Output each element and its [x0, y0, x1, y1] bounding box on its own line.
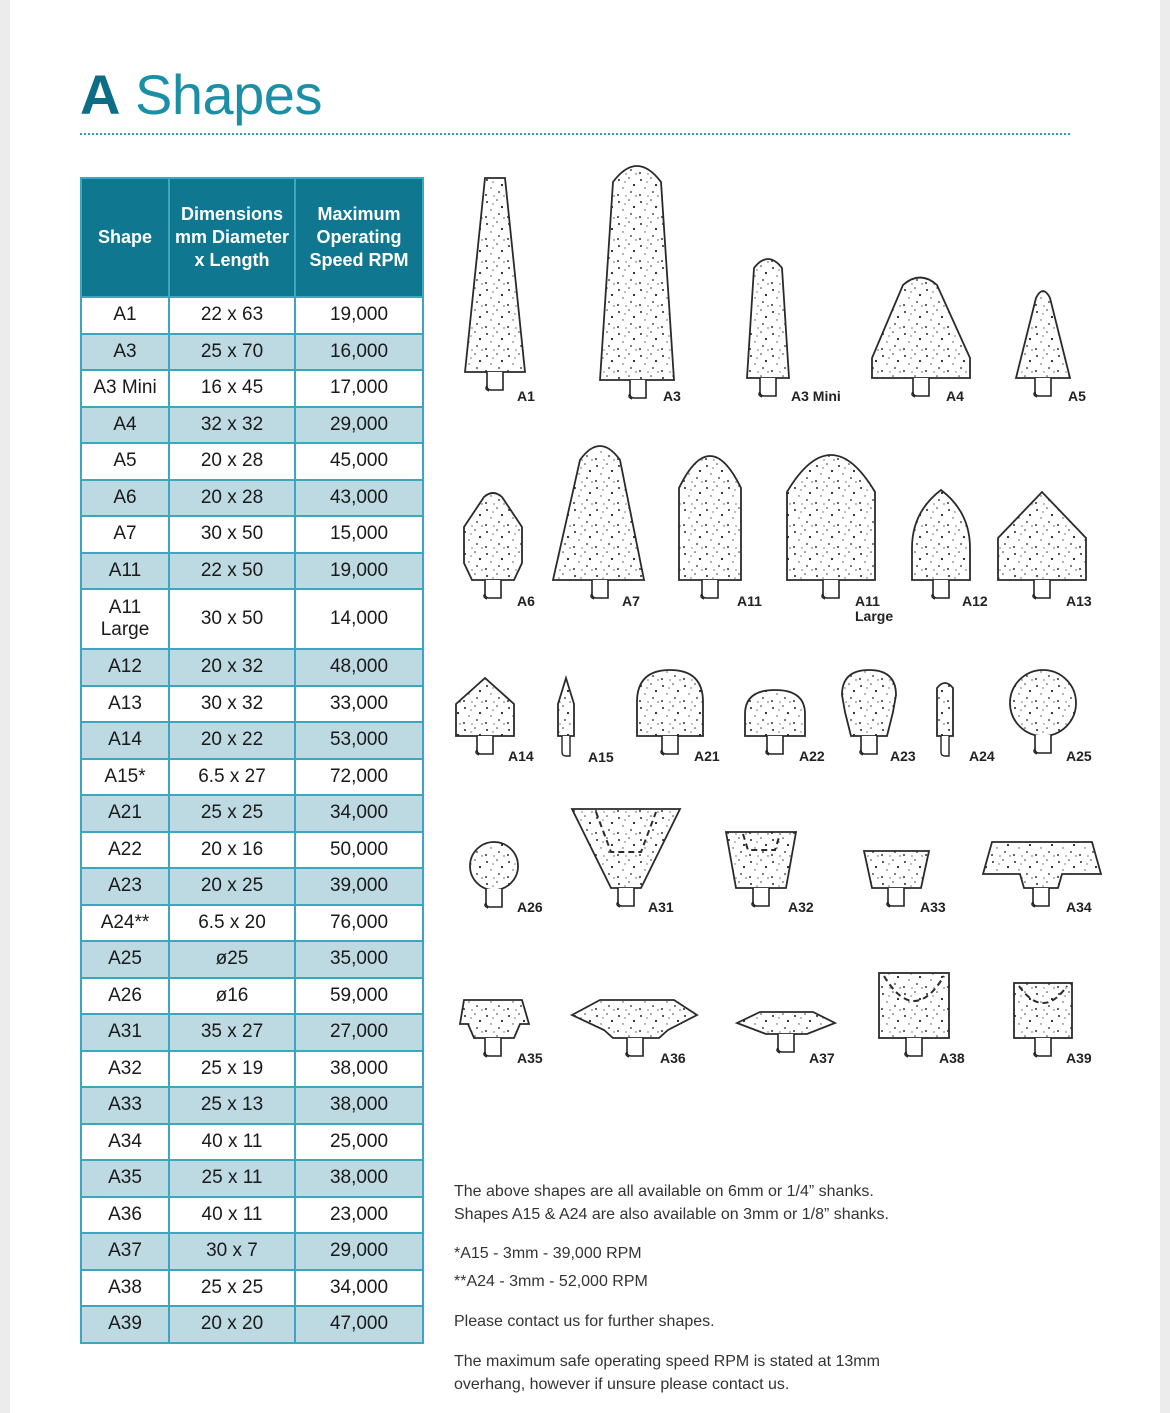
label-a6: A6 [517, 593, 535, 609]
cell-max-rpm: 16,000 [295, 334, 423, 371]
shape-a11-large-diagram [787, 455, 875, 599]
cell-max-rpm: 45,000 [295, 443, 423, 480]
label-a1: A1 [517, 388, 535, 404]
cell-max-rpm: 59,000 [295, 978, 423, 1015]
cell-max-rpm: 47,000 [295, 1306, 423, 1343]
label-a7: A7 [622, 593, 640, 609]
cell-dimensions: 40 x 11 [169, 1124, 295, 1161]
cell-dimensions: 6.5 x 27 [169, 759, 295, 796]
cell-max-rpm: 34,000 [295, 795, 423, 832]
shape-a34-diagram [983, 842, 1101, 907]
cell-dimensions: 25 x 11 [169, 1160, 295, 1197]
label-a13: A13 [1066, 593, 1092, 609]
shape-a23-diagram [842, 670, 896, 755]
cell-shape: A11 [81, 553, 169, 590]
cell-shape: A5 [81, 443, 169, 480]
cell-max-rpm: 15,000 [295, 516, 423, 553]
cell-dimensions: 20 x 20 [169, 1306, 295, 1343]
shape-a3-diagram [600, 166, 674, 399]
cell-max-rpm: 14,000 [295, 589, 423, 649]
cell-shape: A12 [81, 649, 169, 686]
cell-shape: A31 [81, 1014, 169, 1051]
shape-a13-diagram [998, 492, 1086, 599]
notes-block [454, 1180, 1014, 1396]
cell-shape: A3 Mini [81, 370, 169, 407]
cell-shape: A22 [81, 832, 169, 869]
cell-max-rpm: 33,000 [295, 686, 423, 723]
shape-a39-diagram [1014, 983, 1072, 1057]
shape-a3mini-diagram [747, 259, 789, 397]
shape-a25-diagram [1010, 670, 1076, 754]
cell-shape: A25 [81, 941, 169, 978]
shape-a22-diagram [745, 690, 805, 755]
cell-dimensions: 20 x 25 [169, 868, 295, 905]
cell-shape: A37 [81, 1233, 169, 1270]
shape-a38-diagram [879, 973, 949, 1057]
label-a36: A36 [660, 1050, 686, 1066]
header-shape: Shape [81, 178, 169, 297]
cell-shape: A23 [81, 868, 169, 905]
cell-max-rpm: 35,000 [295, 941, 423, 978]
cell-shape: A7 [81, 516, 169, 553]
label-a3: A3 [663, 388, 681, 404]
label-a35: A35 [517, 1050, 543, 1066]
shape-a35-diagram [460, 1000, 529, 1057]
label-a39: A39 [1066, 1050, 1092, 1066]
cell-max-rpm: 48,000 [295, 649, 423, 686]
label-a31: A31 [648, 899, 674, 915]
cell-dimensions: 30 x 50 [169, 516, 295, 553]
cell-dimensions: 16 x 45 [169, 370, 295, 407]
cell-max-rpm: 39,000 [295, 868, 423, 905]
cell-max-rpm: 34,000 [295, 1270, 423, 1307]
cell-dimensions: ø25 [169, 941, 295, 978]
label-a15: A15 [588, 749, 614, 765]
shape-a36-diagram [572, 1000, 697, 1057]
cell-dimensions: 40 x 11 [169, 1197, 295, 1234]
cell-dimensions: ø16 [169, 978, 295, 1015]
cell-dimensions: 32 x 32 [169, 407, 295, 444]
cell-dimensions: 20 x 16 [169, 832, 295, 869]
cell-max-rpm: 43,000 [295, 480, 423, 517]
cell-shape: A38 [81, 1270, 169, 1307]
note-contact: Please contact us for further shapes. [454, 1313, 715, 1330]
cell-max-rpm: 29,000 [295, 407, 423, 444]
cell-shape: A1 [81, 297, 169, 334]
label-a38: A38 [939, 1050, 965, 1066]
cell-max-rpm: 27,000 [295, 1014, 423, 1051]
cell-shape: A6 [81, 480, 169, 517]
label-a37: A37 [809, 1050, 835, 1066]
note-shank-sizes: The above shapes are all available on 6mm or 1/4” shanks. [454, 1183, 874, 1200]
shape-a1-diagram [465, 178, 525, 391]
cell-shape: A11 Large [81, 589, 169, 649]
shape-a24-diagram [937, 683, 953, 756]
cell-shape: A4 [81, 407, 169, 444]
cell-shape: A13 [81, 686, 169, 723]
cell-dimensions: 30 x 7 [169, 1233, 295, 1270]
cell-max-rpm: 19,000 [295, 553, 423, 590]
cell-shape: A33 [81, 1087, 169, 1124]
cell-dimensions: 25 x 19 [169, 1051, 295, 1088]
cell-max-rpm: 25,000 [295, 1124, 423, 1161]
label-a11-large-1: A11 [855, 593, 880, 609]
label-a21: A21 [694, 748, 720, 764]
cell-shape: A21 [81, 795, 169, 832]
label-a11: A11 [737, 593, 762, 609]
title-word: Shapes [135, 63, 322, 126]
cell-max-rpm: 76,000 [295, 905, 423, 942]
label-a5: A5 [1068, 388, 1086, 404]
cell-max-rpm: 17,000 [295, 370, 423, 407]
shape-a7-diagram [553, 446, 644, 599]
label-a23: A23 [890, 748, 916, 764]
shape-a31-diagram [572, 809, 680, 907]
label-a32: A32 [788, 899, 814, 915]
cell-dimensions: 20 x 32 [169, 649, 295, 686]
cell-shape: A3 [81, 334, 169, 371]
shape-a6-diagram [464, 493, 522, 599]
cell-dimensions: 30 x 50 [169, 589, 295, 649]
label-a11-large-2: Large [855, 608, 894, 624]
shape-a21-diagram [637, 670, 703, 755]
label-a22: A22 [799, 748, 825, 764]
cell-dimensions: 35 x 27 [169, 1014, 295, 1051]
cell-shape: A34 [81, 1124, 169, 1161]
shape-a15-diagram [558, 678, 574, 756]
cell-max-rpm: 38,000 [295, 1087, 423, 1124]
shape-a14-diagram [456, 678, 514, 755]
cell-dimensions: 20 x 22 [169, 722, 295, 759]
label-a12: A12 [962, 593, 988, 609]
header-max-speed-text: Maximum Operating Speed RPM [309, 204, 409, 270]
cell-max-rpm: 19,000 [295, 297, 423, 334]
note-safe-speed-2: overhang, however if unsure please contact us. [454, 1376, 790, 1393]
label-a3-mini: A3 Mini [791, 388, 841, 404]
cell-max-rpm: 38,000 [295, 1051, 423, 1088]
cell-shape: A26 [81, 978, 169, 1015]
cell-shape: A32 [81, 1051, 169, 1088]
cell-max-rpm: 50,000 [295, 832, 423, 869]
cell-dimensions: 25 x 70 [169, 334, 295, 371]
shape-a4-diagram [872, 278, 970, 398]
shape-a5-diagram [1016, 291, 1070, 397]
cell-shape: A39 [81, 1306, 169, 1343]
shape-a12-diagram [912, 490, 970, 599]
cell-dimensions: 6.5 x 20 [169, 905, 295, 942]
label-a4: A4 [946, 388, 964, 404]
header-dimensions-text: Dimensions mm Diameter x Length [174, 204, 290, 270]
cell-dimensions: 25 x 25 [169, 1270, 295, 1307]
note-a24-speed: **A24 - 3mm - 52,000 RPM [454, 1273, 648, 1290]
cell-dimensions: 25 x 13 [169, 1087, 295, 1124]
cell-shape: A15* [81, 759, 169, 796]
cell-max-rpm: 53,000 [295, 722, 423, 759]
cell-max-rpm: 72,000 [295, 759, 423, 796]
shape-a11-diagram [679, 456, 741, 599]
shape-a26-diagram [470, 842, 518, 908]
cell-shape: A24** [81, 905, 169, 942]
cell-max-rpm: 23,000 [295, 1197, 423, 1234]
title-letter: A [80, 63, 120, 126]
shape-a37-diagram [737, 1012, 835, 1053]
label-a14: A14 [508, 748, 534, 764]
cell-max-rpm: 29,000 [295, 1233, 423, 1270]
note-a15-speed: *A15 - 3mm - 39,000 RPM [454, 1245, 642, 1262]
note-safe-speed-1: The maximum safe operating speed RPM is stated at 13mm [454, 1353, 880, 1370]
cell-shape: A35 [81, 1160, 169, 1197]
shape-a32-diagram [726, 832, 796, 907]
cell-dimensions: 20 x 28 [169, 443, 295, 480]
cell-dimensions: 30 x 32 [169, 686, 295, 723]
label-a26: A26 [517, 899, 543, 915]
cell-dimensions: 22 x 63 [169, 297, 295, 334]
cell-shape: A14 [81, 722, 169, 759]
label-a34: A34 [1066, 899, 1092, 915]
cell-dimensions: 20 x 28 [169, 480, 295, 517]
cell-dimensions: 22 x 50 [169, 553, 295, 590]
cell-shape: A36 [81, 1197, 169, 1234]
cell-max-rpm: 38,000 [295, 1160, 423, 1197]
cell-dimensions: 25 x 25 [169, 795, 295, 832]
label-a33: A33 [920, 899, 946, 915]
label-a24: A24 [969, 748, 995, 764]
label-a25: A25 [1066, 748, 1092, 764]
note-small-shanks: Shapes A15 & A24 are also available on 3mm or 1/8” shanks. [454, 1206, 889, 1223]
